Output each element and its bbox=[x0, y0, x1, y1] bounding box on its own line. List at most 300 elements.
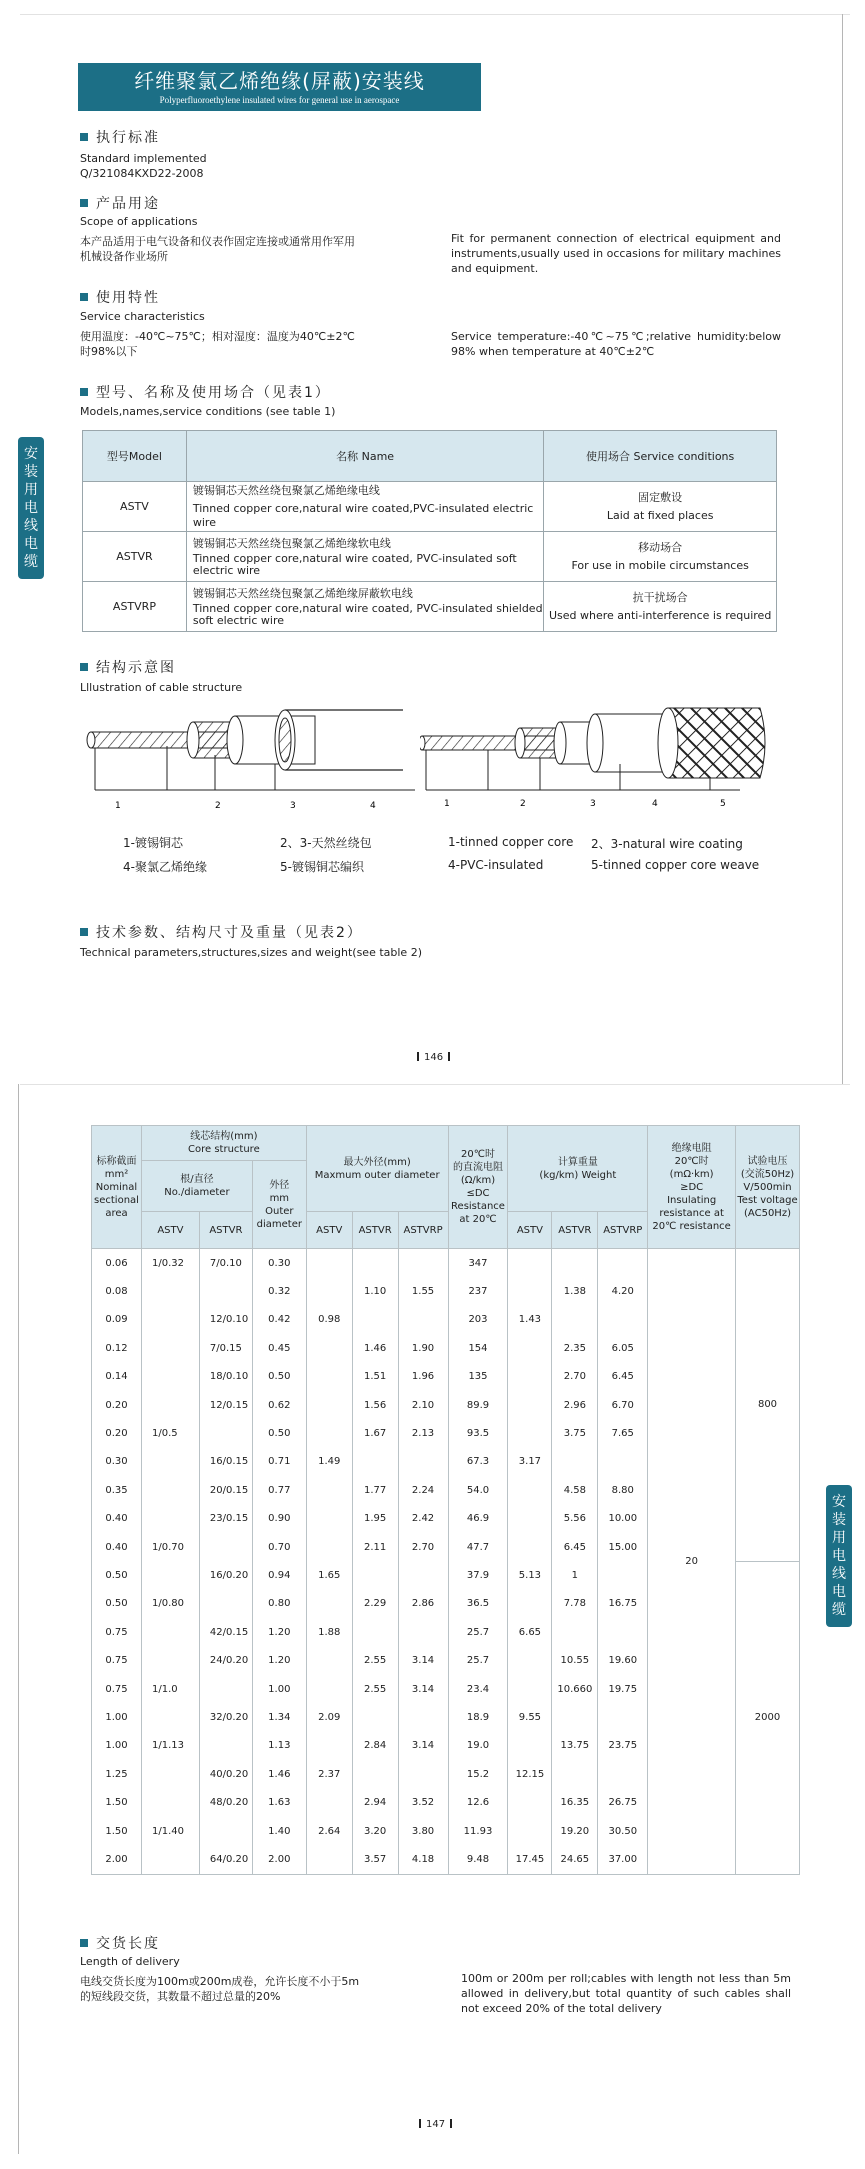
callout-label: 2 bbox=[215, 801, 221, 811]
table-cell: 0.30 bbox=[92, 1448, 142, 1476]
table-cell bbox=[352, 1448, 398, 1476]
table-cell bbox=[306, 1590, 352, 1618]
table-cell: 36.5 bbox=[448, 1590, 508, 1618]
table-cell: 2.29 bbox=[352, 1590, 398, 1618]
legend-en-3: 4-PVC-insulated bbox=[448, 858, 544, 872]
table-cell bbox=[508, 1363, 552, 1391]
table-cell: 37.00 bbox=[598, 1845, 648, 1874]
table-cell bbox=[306, 1845, 352, 1874]
sub-astvrp: ASTVRP bbox=[598, 1212, 648, 1249]
section-marker-icon bbox=[80, 388, 88, 396]
side-tab-label: 安装用电线电缆 bbox=[832, 1494, 846, 1618]
table-cell bbox=[306, 1788, 352, 1816]
table-cell bbox=[141, 1561, 199, 1589]
table-cell bbox=[552, 1306, 598, 1334]
callout-label: 4 bbox=[652, 799, 658, 809]
table-cell bbox=[352, 1618, 398, 1646]
table-cell: 24.65 bbox=[552, 1845, 598, 1874]
table-cell: 6.05 bbox=[598, 1334, 648, 1362]
table-cell bbox=[141, 1845, 199, 1874]
table-cell: 1/0.70 bbox=[141, 1533, 199, 1561]
table-cell bbox=[552, 1618, 598, 1646]
table-cell: 0.09 bbox=[92, 1306, 142, 1334]
wire-coating-1-end bbox=[515, 728, 525, 758]
header-test-voltage: 试验电压 (交流50Hz) V/500min Test voltage (AC50Hz) bbox=[736, 1126, 800, 1249]
sub-astv: ASTV bbox=[306, 1212, 352, 1249]
callout-label: 5 bbox=[720, 799, 726, 809]
table-cell: 12/0.10 bbox=[199, 1306, 252, 1334]
characteristics-label: Service characteristics bbox=[80, 310, 205, 323]
table-cell: 3.17 bbox=[508, 1448, 552, 1476]
delivery-label: Length of delivery bbox=[80, 1955, 180, 1968]
table-cell: 3.14 bbox=[398, 1732, 448, 1760]
table-cell: 1.50 bbox=[92, 1788, 142, 1816]
table-cell: 1.00 bbox=[92, 1703, 142, 1731]
callout-label: 2 bbox=[520, 799, 526, 809]
table-cell bbox=[398, 1561, 448, 1589]
model-cell: ASTVRP bbox=[83, 582, 187, 632]
table-cell: 203 bbox=[448, 1306, 508, 1334]
table-cell: 0.94 bbox=[252, 1561, 306, 1589]
table-cell bbox=[508, 1505, 552, 1533]
pvc-insulation-end bbox=[587, 714, 603, 772]
header-max-outer: 最大外径(mm) Maxmum outer diameter bbox=[306, 1126, 448, 1212]
cable-diagram-b bbox=[420, 700, 775, 815]
voltage-cell-low: 800 bbox=[736, 1249, 800, 1562]
section-marker-icon bbox=[80, 133, 88, 141]
table-cell: 10.660 bbox=[552, 1675, 598, 1703]
table-cell: 19.60 bbox=[598, 1646, 648, 1674]
table-cell: 0.40 bbox=[92, 1533, 142, 1561]
table-cell: 16/0.20 bbox=[199, 1561, 252, 1589]
table-cell: 1.40 bbox=[252, 1817, 306, 1845]
table-cell: 19.0 bbox=[448, 1732, 508, 1760]
table-cell: 26.75 bbox=[598, 1788, 648, 1816]
table-cell: 1.56 bbox=[352, 1391, 398, 1419]
section-marker-icon bbox=[80, 293, 88, 301]
table-cell: 18/0.10 bbox=[199, 1363, 252, 1391]
table-cell bbox=[508, 1277, 552, 1305]
table-cell: 1/0.5 bbox=[141, 1419, 199, 1447]
table-cell bbox=[306, 1249, 352, 1278]
table-cell: 40/0.20 bbox=[199, 1760, 252, 1788]
table-cell bbox=[141, 1363, 199, 1391]
condition-cell: 移动场合 For use in mobile circumstances bbox=[544, 532, 777, 582]
table-cell: 16/0.15 bbox=[199, 1448, 252, 1476]
side-tab-label: 安装用电线电缆 bbox=[24, 446, 38, 570]
page2-left-border bbox=[18, 1084, 19, 2154]
section-marker-icon bbox=[80, 928, 88, 936]
table-cell bbox=[141, 1646, 199, 1674]
table-cell bbox=[199, 1277, 252, 1305]
technical-table-body bbox=[92, 1249, 800, 1875]
sub-astvr: ASTVR bbox=[199, 1212, 252, 1249]
section-marker-icon bbox=[80, 663, 88, 671]
table-cell: 37.9 bbox=[448, 1561, 508, 1589]
section-standard-heading: 执行标准 bbox=[80, 127, 160, 147]
legend-cn-1: 1-镀锡铜芯 bbox=[123, 836, 183, 850]
table-cell: 9.55 bbox=[508, 1703, 552, 1731]
table-header-row bbox=[83, 431, 777, 482]
voltage-cell-high: 2000 bbox=[736, 1561, 800, 1874]
page-subtitle: Polyperfluoroethylene insulated wires for general use in aerospace bbox=[159, 95, 400, 105]
table-cell bbox=[552, 1448, 598, 1476]
table-cell: 0.50 bbox=[252, 1363, 306, 1391]
table-cell bbox=[398, 1760, 448, 1788]
table-cell: 2.13 bbox=[398, 1419, 448, 1447]
table-cell: 0.80 bbox=[252, 1590, 306, 1618]
table-cell bbox=[141, 1618, 199, 1646]
table-cell bbox=[508, 1590, 552, 1618]
section-scope-heading: 产品用途 bbox=[80, 193, 160, 213]
table-cell: 1.00 bbox=[252, 1675, 306, 1703]
table-cell: 2.70 bbox=[398, 1533, 448, 1561]
sub-astv: ASTV bbox=[508, 1212, 552, 1249]
table-cell: 1/0.32 bbox=[141, 1249, 199, 1278]
table-cell: 0.77 bbox=[252, 1476, 306, 1504]
characteristics-text-en: Service temperature:-40℃~75℃;relative humidity:below 98% when temperature at 40℃±2℃ bbox=[451, 330, 781, 358]
header-model: 型号Model bbox=[83, 431, 187, 482]
header-outer-diameter: 外径 mm Outer diameter bbox=[252, 1161, 306, 1249]
table-cell: 7.65 bbox=[598, 1419, 648, 1447]
table-cell bbox=[508, 1533, 552, 1561]
table-cell bbox=[141, 1476, 199, 1504]
pvc-inner bbox=[279, 718, 291, 762]
page2-top-rule bbox=[20, 1084, 850, 1085]
section-marker-icon bbox=[80, 199, 88, 207]
name-cell: 镀锡铜芯天然丝绕包聚氯乙烯绝缘电线 Tinned copper core,natural wire coated,PVC-insulated electric wire bbox=[186, 482, 543, 532]
table-cell: 0.14 bbox=[92, 1363, 142, 1391]
page1-top-rule bbox=[20, 14, 850, 15]
table-cell: 1.88 bbox=[306, 1618, 352, 1646]
header-insulation: 绝缘电阻 20℃时 (mΩ·km) ≥DC Insulating resistance at 20℃ resistance bbox=[648, 1126, 736, 1249]
table-cell bbox=[598, 1760, 648, 1788]
table-cell: 7/0.10 bbox=[199, 1249, 252, 1278]
table-cell: 12.6 bbox=[448, 1788, 508, 1816]
table-cell: 23.75 bbox=[598, 1732, 648, 1760]
table-cell: 1.38 bbox=[552, 1277, 598, 1305]
table-cell bbox=[199, 1419, 252, 1447]
scope-label: Scope of applications bbox=[80, 215, 198, 228]
table-cell: 1.20 bbox=[252, 1618, 306, 1646]
table-cell: 25.7 bbox=[448, 1646, 508, 1674]
table-cell: 2.11 bbox=[352, 1533, 398, 1561]
table-cell: 1.10 bbox=[352, 1277, 398, 1305]
table-cell: 2.64 bbox=[306, 1817, 352, 1845]
table-cell: 18.9 bbox=[448, 1703, 508, 1731]
table-cell: 16.35 bbox=[552, 1788, 598, 1816]
delivery-text-en: 100m or 200m per roll;cables with length not less than 5m allowed in delivery,but total quantity of such cables shall not exceed 20% of the total delivery bbox=[461, 1972, 791, 2015]
table-cell: 93.5 bbox=[448, 1419, 508, 1447]
sub-astvr: ASTVR bbox=[552, 1212, 598, 1249]
table-cell bbox=[141, 1760, 199, 1788]
table-cell bbox=[398, 1249, 448, 1278]
table-cell: 0.08 bbox=[92, 1277, 142, 1305]
structure-label: Lllustration of cable structure bbox=[80, 681, 243, 694]
table-cell: 3.75 bbox=[552, 1419, 598, 1447]
table-cell: 2.86 bbox=[398, 1590, 448, 1618]
table-cell: 2.24 bbox=[398, 1476, 448, 1504]
table-cell bbox=[598, 1618, 648, 1646]
header-core-structure: 线芯结构(mm) Core structure bbox=[141, 1126, 306, 1161]
table-cell: 1/0.80 bbox=[141, 1590, 199, 1618]
standard-label: Standard implemented bbox=[80, 152, 207, 165]
table-cell bbox=[306, 1391, 352, 1419]
table-cell: 25.7 bbox=[448, 1618, 508, 1646]
technical-table bbox=[91, 1125, 800, 1875]
table-cell bbox=[598, 1561, 648, 1589]
table-cell: 3.80 bbox=[398, 1817, 448, 1845]
table-cell bbox=[306, 1419, 352, 1447]
section-delivery-heading: 交货长度 bbox=[80, 1933, 160, 1953]
table-cell bbox=[352, 1760, 398, 1788]
table-cell: 47.7 bbox=[448, 1533, 508, 1561]
table-cell: 3.52 bbox=[398, 1788, 448, 1816]
table-cell bbox=[199, 1817, 252, 1845]
table-cell bbox=[508, 1476, 552, 1504]
table-cell: 7.78 bbox=[552, 1590, 598, 1618]
table-cell: 0.90 bbox=[252, 1505, 306, 1533]
table-cell bbox=[199, 1675, 252, 1703]
table-cell: 0.70 bbox=[252, 1533, 306, 1561]
table-cell: 1.00 bbox=[92, 1732, 142, 1760]
table-cell: 1.63 bbox=[252, 1788, 306, 1816]
table-cell: 4.18 bbox=[398, 1845, 448, 1874]
legend-cn-3: 4-聚氯乙烯绝缘 bbox=[123, 860, 207, 874]
table-cell: 1.55 bbox=[398, 1277, 448, 1305]
technical-label: Technical parameters,structures,sizes and weight(see table 2) bbox=[80, 946, 422, 959]
table-cell: 10.55 bbox=[552, 1646, 598, 1674]
table-cell: 6.65 bbox=[508, 1618, 552, 1646]
table-cell: 46.9 bbox=[448, 1505, 508, 1533]
table-cell: 2.00 bbox=[92, 1845, 142, 1874]
table-cell: 347 bbox=[448, 1249, 508, 1278]
section-characteristics-heading: 使用特性 bbox=[80, 287, 160, 307]
table-cell: 12.15 bbox=[508, 1760, 552, 1788]
table-cell: 9.48 bbox=[448, 1845, 508, 1874]
table-cell bbox=[552, 1760, 598, 1788]
page-number-147: 147 bbox=[414, 2119, 457, 2130]
table-cell: 3.57 bbox=[352, 1845, 398, 1874]
table-cell: 0.42 bbox=[252, 1306, 306, 1334]
wire-coating-2-end bbox=[227, 716, 243, 764]
page1-right-border bbox=[842, 14, 843, 1084]
legend-en-2: 2、3-natural wire coating bbox=[591, 837, 743, 851]
models-table bbox=[82, 430, 777, 632]
wire-coating-2-end bbox=[554, 722, 566, 764]
table-row bbox=[83, 532, 777, 582]
table-cell: 12/0.15 bbox=[199, 1391, 252, 1419]
table-cell: 0.40 bbox=[92, 1505, 142, 1533]
table-cell: 23/0.15 bbox=[199, 1505, 252, 1533]
table-cell: 32/0.20 bbox=[199, 1703, 252, 1731]
table-cell: 30.50 bbox=[598, 1817, 648, 1845]
characteristics-text-cn: 使用温度：-40℃~75℃；相对湿度：温度为40℃±2℃时98%以下 bbox=[80, 330, 355, 358]
table-cell: 4.58 bbox=[552, 1476, 598, 1504]
table-cell bbox=[141, 1448, 199, 1476]
table-cell: 3.14 bbox=[398, 1646, 448, 1674]
table-cell bbox=[306, 1732, 352, 1760]
table-cell: 1.13 bbox=[252, 1732, 306, 1760]
table-cell: 1.50 bbox=[92, 1817, 142, 1845]
sub-astv: ASTV bbox=[141, 1212, 199, 1249]
page-number-bar bbox=[448, 1052, 450, 1061]
side-tab-page2 bbox=[826, 1485, 852, 1627]
copper-weave bbox=[668, 708, 765, 778]
table-cell: 2.94 bbox=[352, 1788, 398, 1816]
cable-diagram-a bbox=[85, 700, 415, 815]
table-cell: 2.55 bbox=[352, 1646, 398, 1674]
core-end bbox=[420, 736, 425, 750]
table-cell bbox=[598, 1249, 648, 1278]
table-cell: 2.09 bbox=[306, 1703, 352, 1731]
table-cell: 1.34 bbox=[252, 1703, 306, 1731]
table-cell: 0.35 bbox=[92, 1476, 142, 1504]
sub-astvr: ASTVR bbox=[352, 1212, 398, 1249]
table-cell: 0.75 bbox=[92, 1675, 142, 1703]
table-cell: 67.3 bbox=[448, 1448, 508, 1476]
scope-text-cn: 本产品适用于电气设备和仪表作固定连接或通常用作军用机械设备作业场所 bbox=[80, 235, 355, 263]
table-cell: 1.51 bbox=[352, 1363, 398, 1391]
table-cell: 1.20 bbox=[252, 1646, 306, 1674]
table-cell: 0.45 bbox=[252, 1334, 306, 1362]
table-cell: 0.98 bbox=[306, 1306, 352, 1334]
table-cell bbox=[398, 1618, 448, 1646]
table-cell bbox=[352, 1561, 398, 1589]
table-cell: 1.46 bbox=[252, 1760, 306, 1788]
table-cell: 23.4 bbox=[448, 1675, 508, 1703]
table-cell: 1.90 bbox=[398, 1334, 448, 1362]
standard-code: Q/321084KXD22-2008 bbox=[80, 167, 204, 180]
table-cell: 0.20 bbox=[92, 1419, 142, 1447]
table-cell bbox=[141, 1788, 199, 1816]
table-cell bbox=[306, 1646, 352, 1674]
table-cell bbox=[306, 1277, 352, 1305]
legend-en-4: 5-tinned copper core weave bbox=[591, 858, 760, 872]
page-number-bar bbox=[419, 2119, 421, 2128]
table-cell: 5.13 bbox=[508, 1561, 552, 1589]
table-cell: 0.12 bbox=[92, 1334, 142, 1362]
table-cell: 13.75 bbox=[552, 1732, 598, 1760]
table-cell bbox=[199, 1533, 252, 1561]
callout-label: 3 bbox=[590, 799, 596, 809]
table-cell bbox=[141, 1306, 199, 1334]
header-weight: 计算重量 (kg/km) Weight bbox=[508, 1126, 648, 1212]
copper-weave-end bbox=[658, 708, 678, 778]
table-cell bbox=[199, 1732, 252, 1760]
table-cell: 154 bbox=[448, 1334, 508, 1362]
table-cell: 6.45 bbox=[598, 1363, 648, 1391]
table-cell: 0.75 bbox=[92, 1618, 142, 1646]
table-cell bbox=[598, 1448, 648, 1476]
table-row bbox=[83, 482, 777, 532]
table-cell: 17.45 bbox=[508, 1845, 552, 1874]
model-cell: ASTVR bbox=[83, 532, 187, 582]
table-cell: 237 bbox=[448, 1277, 508, 1305]
table-cell: 19.20 bbox=[552, 1817, 598, 1845]
table-cell: 19.75 bbox=[598, 1675, 648, 1703]
table-cell: 0.50 bbox=[252, 1419, 306, 1447]
table-cell: 1/1.40 bbox=[141, 1817, 199, 1845]
table-cell: 1.65 bbox=[306, 1561, 352, 1589]
section-models-heading: 型号、名称及使用场合（见表1） bbox=[80, 382, 331, 402]
header-no-diameter: 根/直径 No./diameter bbox=[141, 1161, 252, 1212]
table-cell bbox=[141, 1391, 199, 1419]
table-cell: 8.80 bbox=[598, 1476, 648, 1504]
table-cell bbox=[352, 1249, 398, 1278]
callout-label: 3 bbox=[290, 801, 296, 811]
table-cell: 1 bbox=[552, 1561, 598, 1589]
table-cell: 2.70 bbox=[552, 1363, 598, 1391]
table-cell: 0.62 bbox=[252, 1391, 306, 1419]
table-cell bbox=[598, 1306, 648, 1334]
table-cell bbox=[306, 1675, 352, 1703]
table-cell: 3.20 bbox=[352, 1817, 398, 1845]
table-row bbox=[92, 1249, 800, 1278]
core-end bbox=[87, 732, 95, 748]
table-cell: 5.56 bbox=[552, 1505, 598, 1533]
table-cell bbox=[508, 1732, 552, 1760]
table-cell: 4.20 bbox=[598, 1277, 648, 1305]
table-cell: 2.00 bbox=[252, 1845, 306, 1874]
table-cell bbox=[508, 1788, 552, 1816]
legend-cn-2: 2、3-天然丝绕包 bbox=[280, 836, 372, 850]
table-row bbox=[83, 582, 777, 632]
table-cell bbox=[141, 1505, 199, 1533]
table-cell bbox=[141, 1703, 199, 1731]
header-name: 名称 Name bbox=[186, 431, 543, 482]
table-cell: 0.06 bbox=[92, 1249, 142, 1278]
table-cell: 0.71 bbox=[252, 1448, 306, 1476]
table-cell: 2.96 bbox=[552, 1391, 598, 1419]
callout-label: 1 bbox=[115, 801, 121, 811]
table-cell: 0.50 bbox=[92, 1590, 142, 1618]
name-cell: 镀锡铜芯天然丝绕包聚氯乙烯绝缘软电线 Tinned copper core,natural wire coated, PVC-insulated soft electric wire bbox=[186, 532, 543, 582]
table-cell: 1.95 bbox=[352, 1505, 398, 1533]
page-number-bar bbox=[417, 1052, 419, 1061]
table-cell: 0.75 bbox=[92, 1646, 142, 1674]
table-header-row bbox=[92, 1126, 800, 1161]
scope-text-en: Fit for permanent connection of electrical equipment and instruments,usually used in occasions for military machines and equipment. bbox=[451, 232, 781, 275]
table-cell bbox=[508, 1675, 552, 1703]
section-structure-heading: 结构示意图 bbox=[80, 657, 176, 677]
table-cell bbox=[508, 1391, 552, 1419]
page-number-146: 146 bbox=[412, 1052, 455, 1063]
table-cell: 0.30 bbox=[252, 1249, 306, 1278]
table-cell: 2.84 bbox=[352, 1732, 398, 1760]
table-cell: 2.37 bbox=[306, 1760, 352, 1788]
section-marker-icon bbox=[80, 1939, 88, 1947]
table-cell: 48/0.20 bbox=[199, 1788, 252, 1816]
table-cell bbox=[508, 1419, 552, 1447]
header-resistance: 20℃时 的直流电阻 (Ω/km) ≤DC Resistance at 20℃ bbox=[448, 1126, 508, 1249]
table-cell bbox=[552, 1249, 598, 1278]
table-cell: 0.50 bbox=[92, 1561, 142, 1589]
table-cell: 11.93 bbox=[448, 1817, 508, 1845]
table-cell bbox=[306, 1334, 352, 1362]
table-cell: 16.75 bbox=[598, 1590, 648, 1618]
page-number-bar bbox=[450, 2119, 452, 2128]
condition-cell: 固定敷设 Laid at fixed places bbox=[544, 482, 777, 532]
delivery-text-cn: 电线交货长度为100m或200m成卷，允许长度不小于5m的短线段交货，其数量不超过总量的20% bbox=[80, 1975, 360, 2003]
callout-label: 4 bbox=[370, 801, 376, 811]
wire-coating-1-end bbox=[187, 722, 199, 758]
callout-label: 1 bbox=[444, 799, 450, 809]
table-cell bbox=[398, 1448, 448, 1476]
table-cell: 135 bbox=[448, 1363, 508, 1391]
models-label: Models,names,service conditions (see table 1) bbox=[80, 405, 336, 418]
table-cell: 7/0.15 bbox=[199, 1334, 252, 1362]
